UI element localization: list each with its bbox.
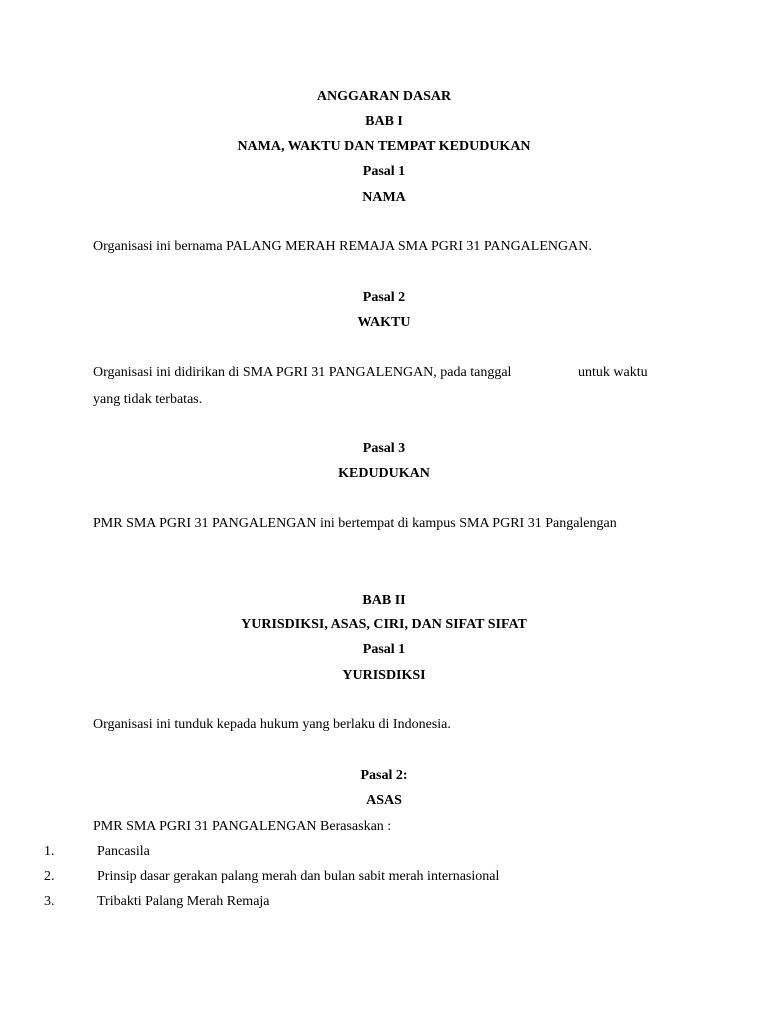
list-item-text: Tribakti Palang Merah Remaja	[97, 894, 270, 909]
bab-2-pasal-2-label: Pasal 2:	[360, 768, 408, 783]
bab-2-pasal-1-name: YURISDIKSI	[342, 668, 426, 683]
pasal-2-text-c: yang tidak terbatas.	[93, 392, 203, 407]
pasal-2-label: Pasal 2	[362, 290, 406, 305]
bab-2-heading: BAB II	[362, 593, 406, 608]
bab-1-subtitle: NAMA, WAKTU DAN TEMPAT KEDUDUKAN	[237, 139, 531, 154]
asas-intro: PMR SMA PGRI 31 PANGALENGAN Berasaskan :	[93, 819, 392, 834]
pasal-3-label: Pasal 3	[362, 441, 406, 456]
bab-2-pasal-2-name: ASAS	[366, 793, 402, 808]
pasal-1-text: Organisasi ini bernama PALANG MERAH REMAJA SMA PGRI 31 PANGALENGAN.	[93, 239, 592, 254]
pasal-2-text-b: untuk waktu	[578, 365, 648, 380]
list-item-number: 1.	[44, 844, 55, 859]
bab-1-heading: BAB I	[365, 114, 403, 129]
list-item-number: 3.	[44, 894, 55, 909]
list-item-text: Prinsip dasar gerakan palang merah dan bulan sabit merah internasional	[97, 869, 500, 884]
pasal-3-text: PMR SMA PGRI 31 PANGALENGAN ini bertempat di kampus SMA PGRI 31 Pangalengan	[93, 516, 617, 531]
pasal-2-text-a: Organisasi ini didirikan di SMA PGRI 31 PANGALENGAN, pada tanggal	[93, 365, 512, 380]
bab-2-pasal-1-text: Organisasi ini tunduk kepada hukum yang berlaku di Indonesia.	[93, 717, 451, 732]
list-item-text: Pancasila	[97, 844, 150, 859]
pasal-1-name: NAMA	[362, 190, 406, 205]
pasal-1-label: Pasal 1	[362, 164, 406, 179]
list-item-number: 2.	[44, 869, 55, 884]
document-title: ANGGARAN DASAR	[316, 89, 452, 104]
pasal-3-name: KEDUDUKAN	[338, 466, 430, 481]
bab-2-pasal-1-label: Pasal 1	[362, 642, 406, 657]
bab-2-subtitle: YURISDIKSI, ASAS, CIRI, DAN SIFAT SIFAT	[241, 617, 527, 632]
pasal-2-name: WAKTU	[357, 315, 411, 330]
